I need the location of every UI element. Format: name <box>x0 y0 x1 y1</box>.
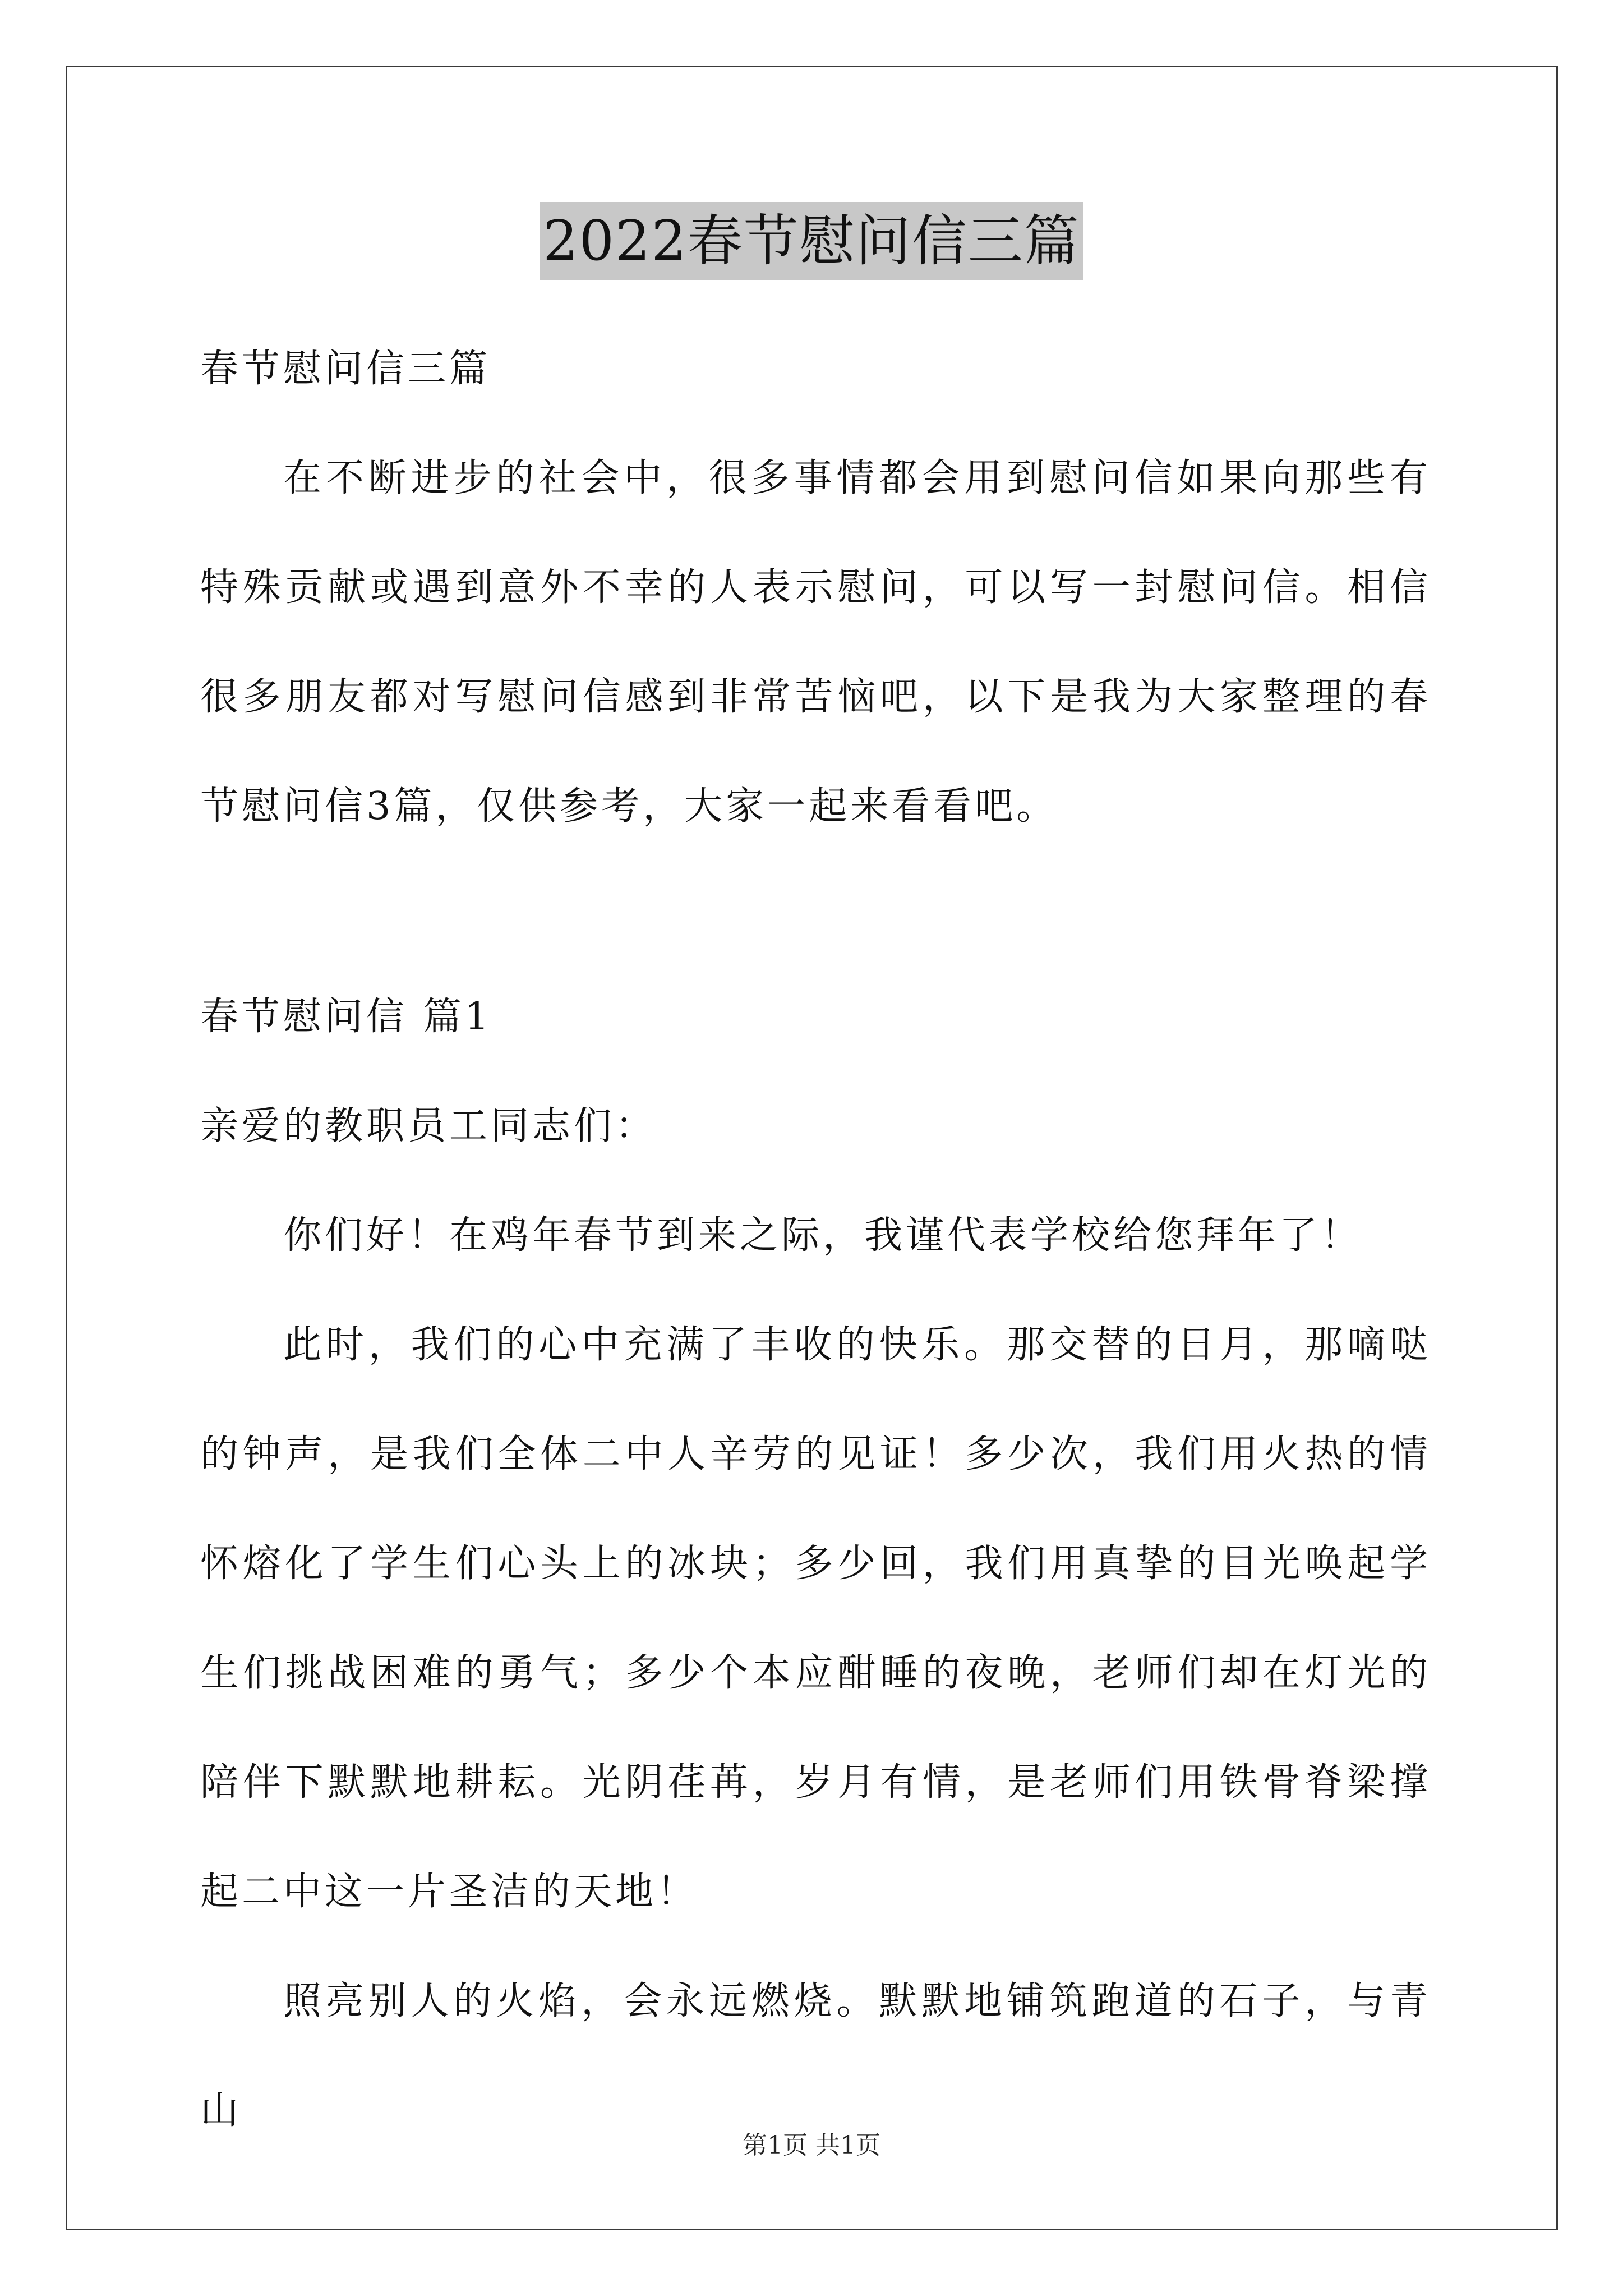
intro-paragraph: 在不断进步的社会中，很多事情都会用到慰问信如果向那些有特殊贡献或遇到意外不幸的人表示慰问，可以写一封慰问信。相信很多朋友都对写慰问信感到非常苦恼吧，以下是我为大家整理的春节慰问信3篇，仅供参考，大家一起来看看吧。 <box>200 456 1431 829</box>
body-paragraph: 照亮别人的火焰，会永远燃烧。默默地铺筑跑道的石子，与青山 <box>200 1979 1431 2133</box>
document-title: 2022春节慰问信三篇 <box>540 202 1083 280</box>
section-heading: 春节慰问信 篇1 <box>200 995 492 1039</box>
title-container <box>0 202 1623 280</box>
page-number: 第1页 共1页 <box>743 2131 880 2160</box>
greeting-paragraph: 你们好！在鸡年春节到来之际，我谨代表学校给您拜年了！ <box>283 1213 1363 1258</box>
body-paragraph: 此时，我们的心中充满了丰收的快乐。那交替的日月，那嘀哒的钟声，是我们全体二中人辛劳的见证！多少次，我们用火热的情怀熔化了学生们心头上的冰块；多少回，我们用真挚的目光唤起学生们挑战困难的勇气；多少个本应酣睡的夜晚，老师们却在灯光的陪伴下默默地耕耘。光阴荏苒，岁月有情，是老师们用铁骨脊梁撑起二中这一片圣洁的天地！ <box>200 1323 1431 1914</box>
salutation: 亲爱的教职员工同志们： <box>200 1104 657 1148</box>
subtitle: 春节慰问信三篇 <box>200 347 491 391</box>
